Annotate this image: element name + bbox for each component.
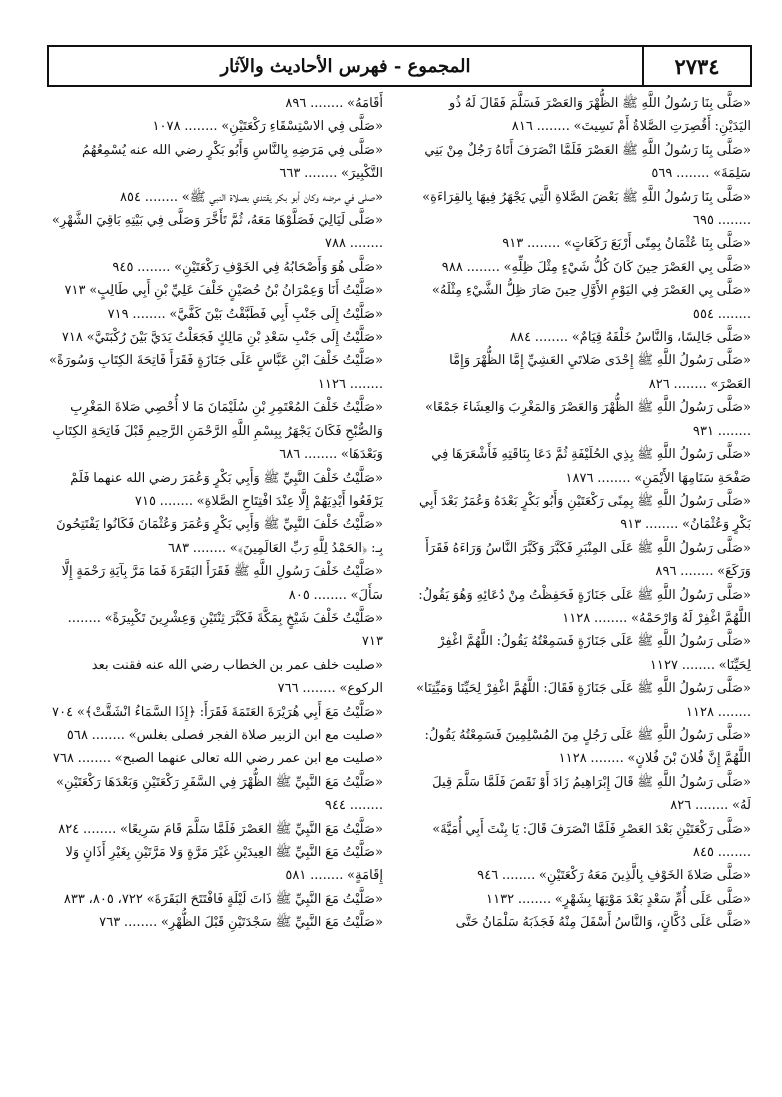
index-entry: «صَلَّيْتُ خَلْفَ ابْنِ عَبَّاسٍ عَلَى جَنَازَةٍ فَقَرَأَ فَاتِحَةَ الكِتَابِ وَسُورَةً» ........ ١١٢٦ [49, 353, 383, 392]
index-entry: «صَلَّى بِنَا رَسُولُ اللَّهِ ﷺ الظُّهْرَ وَالعَصْرَ فَسَلَّمَ فَقَالَ لَهُ ذُو اليَدَيْنِ: أَقُصِرَتِ الصَّلاةُ أَمْ نَسِيتَ» ........ ٨١٦ [449, 96, 751, 135]
index-entry: «صَلَّيْتُ مَعَ النَّبِيِّ ﷺ العَصْرَ فَلَمَّا سَلَّمَ قَامَ سَرِيعًا» ........ ٨٢٤ [58, 821, 383, 837]
index-entry: «صَلَّيْتُ خَلْفَ شَيْخٍ بِمَكَّةَ فَكَبَّرَ ثِنْتَيْنِ وَعِشْرِينَ تَكْبِيرَةً» ........ ٧١٣ [67, 610, 383, 650]
running-title: المجموع - فهرس الأحاديث والآثار [220, 55, 471, 77]
index-entry: «صَلَّى رَسُولُ اللَّهِ ﷺ الظُّهْرَ وَالعَصْرَ وَالمَغْرِبَ وَالعِشَاءَ جَمْعًا» ........ ٩٣١ [425, 400, 751, 439]
index-entry: «صَلَّى رَسُولُ اللَّهِ ﷺ إِحْدَى صَلاتَيِ العَشِيِّ إِمَّا الظُّهْرَ وَإِمَّا العَصْرَ» ........ ٨٢٦ [449, 353, 751, 392]
index-entry: «صَلَّيْتُ مَعَ أَبِي هُرَيْرَةَ العَتَمَةَ فَقَرَأَ: ﴿إِذَا السَّمَاءُ انْشَقَّتْ﴾» ٧٠٤ [52, 704, 383, 720]
index-entry: «صَلَّى فِي الاسْتِسْقَاءِ رَكْعَتَيْنِ» ........ ١٠٧٨ [152, 119, 383, 135]
index-entry: «صَلَّيْتُ خَلْفَ رَسُولِ اللَّهِ ﷺ فَقَرَأَ البَقَرَةَ فَمَا مَرَّ بِآيَةِ رَحْمَةٍ إِلَّا سَأَلَ» ........ ٨٠٥ [61, 564, 383, 603]
index-entry: «صَلَّى عَلَى أُمِّ سَعْدٍ بَعْدَ مَوْتِهَا بِشَهْرٍ» ........ ١١٣٢ [486, 891, 751, 907]
index-entry: «صليت مع ابن الزبير صلاة الفجر فصلى بغلس» ........ ٥٦٨ [66, 727, 383, 743]
right-column [413, 92, 751, 935]
index-entry: «صَلَّى رَسُولُ اللَّهِ ﷺ بِمِنًى رَكْعَتَيْنِ وَأَبُو بَكْرٍ بَعْدَهُ وَعُمَرُ بَعْدَ أَبِي بَكْرٍ وَعُثْمَانُ» ........ ٩١٣ [419, 493, 751, 533]
index-entry: «صَلَّى جَالِسًا، وَالنَّاسُ خَلْفَهُ قِيَامٌ» ........ ٨٨٤ [510, 330, 751, 346]
index-entry: «صَلَّيْتُ مَعَ النَّبِيِّ ﷺ سَجْدَتَيْنِ قَبْلَ الظُّهْرِ» ........ ٧٦٣ [99, 915, 383, 931]
index-entry: «صَلَّى رَسُولُ اللَّهِ ﷺ عَلَى جَنَازَةٍ فَسَمِعْتُهُ يَقُولُ: اللَّهُمَّ اغْفِرْ لِحَيِّنَا» ........ ١١٢٧ [438, 634, 751, 673]
index-entry: «صَلَّى لَيَالِيَ فَصَلَّوْهَا مَعَهُ، ثُمَّ تَأَخَّرَ وَصَلَّى فِي بَيْتِهِ بَاقِيَ الشَّهْرِ» ........ ٧٨٨ [51, 213, 383, 252]
index-entry: «صَلَّيْتُ إِلَى جَنْبِ أَبِي فَطَبَّقْتُ بَيْنَ كَفَّيَّ» ........ ٧١٩ [107, 306, 383, 322]
index-entry: «صَلَّى صَلاةَ الخَوْفِ بِالَّذِينَ مَعَهُ رَكْعَتَيْنِ» ........ ٩٤٦ [477, 868, 751, 884]
index-entry: «صَلَّى رَكْعَتَيْنِ بَعْدَ العَصْرِ فَلَمَّا انْصَرَفَ قَالَ: يَا بِنْتَ أَبِي أُمَيَّةَ» ........ ٨٤٥ [432, 821, 751, 860]
index-entry: «صَلَّيْتُ مَعَ النَّبِيِّ ﷺ الظُّهْرَ فِي السَّفَرِ رَكْعَتَيْنِ وَبَعْدَهَا رَكْعَتَيْنِ» ........ ٩٤٤ [56, 774, 383, 814]
index-entry: «صَلَّيْتُ مَعَ النَّبِيِّ ﷺ ذَاتَ لَيْلَةٍ فَافْتَتَحَ البَقَرَةَ» ٧٢٢، ٨٠٥، ٨٣٣ [63, 891, 383, 907]
index-entry: «صَلَّى رَسُولُ اللَّهِ ﷺ عَلَى المِنْبَرِ فَكَبَّرَ وَكَبَّرَ النَّاسُ وَرَاءَهُ فَقَرَأَ وَرَكَعَ» ........ ٨٩٦ [425, 540, 751, 580]
index-entry: «صَلَّى رَسُولُ اللَّهِ ﷺ عَلَى رَجُلٍ مِنَ المُسْلِمِينَ فَسَمِعْتُهُ يَقُولُ: اللَّهُمَّ إِنَّ فُلانَ بْنَ فُلانٍ» ........ ١١٢٨ [424, 727, 751, 767]
page-number: ٢٧٣٤ [642, 47, 750, 85]
index-entry: «صَلَّى هُوَ وَأَصْحَابُهُ فِي الخَوْفِ رَكْعَتَيْنِ» ........ ٩٤٥ [112, 259, 383, 275]
index-entry: «صَلَّيْتُ إِلَى جَنْبِ سَعْدِ بْنِ مَالِكٍ فَجَعَلْتُ يَدَيَّ بَيْنَ رُكْبَتَيَّ» ٧١٨ [61, 330, 383, 346]
index-entry: «صَلَّى فِي مَرَضِهِ بِالنَّاسِ وَأَبُو بَكْرٍ رضي الله عنه يُسْمِعُهُمُ التَّكْبِيرَ» ........ ٦٦٣ [82, 142, 383, 182]
index-entry: «صَلَّى رَسُولُ اللَّهِ ﷺ بِذِي الحُلَيْفَةِ ثُمَّ دَعَا بِنَاقَتِهِ فَأَشْعَرَهَا فِي صَفْحَةِ سَنَامِهَا الأَيْمَنِ» ........ ١٨٧٦ [431, 447, 751, 486]
left-column [45, 92, 383, 935]
index-entry: «صَلَّى بِنَا عُثْمَانُ بِمِنًى أَرْبَعَ رَكَعَاتٍ» ........ ٩١٣ [502, 236, 751, 252]
index-entry: «صَلَّى بِي العَصْرَ حِينَ كَانَ كُلُّ شَيْءٍ مِثْلَ ظِلِّهِ» ........ ٩٨٨ [441, 259, 751, 275]
index-entry: «صليت مع ابن عمر رضي الله تعالى عنهما الصبح» ........ ٧٦٨ [52, 751, 383, 767]
index-entry: «صَلَّيْتُ خَلْفَ المُعْتَمِرِ بْنِ سُلَيْمَانَ مَا لا أُحْصِي صَلاةَ المَغْرِبِ وَالصُّبْحِ فَكَانَ يَجْهَرُ بِبِسْمِ اللَّهِ الرَّحْمَنِ الرَّحِيمِ قَبْلَ فَاتِحَةِ الكِتَابِ وَبَعْدَهَا» ........ ٦٨٦ [52, 400, 383, 463]
index-entry: «صَلَّيْتُ خَلْفَ النَّبِيِّ ﷺ وَأَبِي بَكْرٍ وَعُمَرَ رضي الله عنهما فَلَمْ يَرْفَعُوا أَيْدِيَهُمْ إِلَّا عِنْدَ افْتِتَاحِ الصَّلاةِ» ........ ٧١٥ [70, 470, 383, 509]
index-entry: «صَلَّى بِنَا رَسُولُ اللَّهِ ﷺ بَعْضَ الصَّلاةِ الَّتِي يَجْهَرُ فِيهَا بِالقِرَاءَةِ» ........ ٦٩٥ [422, 189, 751, 229]
page-header [47, 45, 752, 87]
index-entry: «صَلَّى رَسُولُ اللَّهِ ﷺ عَلَى جَنَازَةٍ فَحَفِظْتُ مِنْ دُعَائِهِ وَهُوَ يَقُولُ: اللَّهُمَّ اغْفِرْ لَهُ وَارْحَمْهُ» ........ ١١٢٨ [418, 587, 751, 626]
index-entry: «صَلَّى بِنَا رَسُولُ اللَّهِ ﷺ العَصْرَ فَلَمَّا انْصَرَفَ أَتَاهُ رَجُلٌ مِنْ بَنِي سَلِمَةَ» ........ ٥٦٩ [424, 142, 751, 182]
index-entry: «صَلَّيْتُ خَلْفَ النَّبِيِّ ﷺ وَأَبِي بَكْرٍ وَعُمَرَ وَعُثْمَانَ فَكَانُوا يَفْتَتِحُونَ بِـ: ﴿الحَمْدُ لِلَّهِ رَبِّ العَالَمِينَ﴾» ........ ٦٨٣ [56, 517, 383, 556]
index-entry: «صلى في مرضه وكان أبو بكر يقتدي بصلاة النبي ﷺ» ........ ٨٥٤ [119, 189, 383, 205]
index-entry: «صَلَّى رَسُولُ اللَّهِ ﷺ عَلَى جَنَازَةٍ فَقَالَ: اللَّهُمَّ اغْفِرْ لِحَيِّنَا وَمَيِّتِنَا» ........ ١١٢٨ [415, 681, 751, 720]
index-entry: «صَلَّى عَلَى دُكَّانٍ، وَالنَّاسُ أَسْفَلَ مِنْهُ فَجَذَبَهُ سَلْمَانُ حَتَّى [455, 915, 751, 931]
index-entry: «صَلَّى رَسُولُ اللَّهِ ﷺ قَالَ إِبْرَاهِيمُ زَادَ أَوْ نَقَصَ فَلَمَّا سَلَّمَ قِيلَ لَهُ» ........ ٨٢٦ [432, 774, 751, 814]
index-entry: «صَلَّيْتُ مَعَ النَّبِيِّ ﷺ العِيدَيْنِ غَيْرَ مَرَّةٍ وَلا مَرَّتَيْنِ بِغَيْرِ أَذَانٍ وَلا إِقَامَةٍ» ........ ٥٨١ [65, 845, 383, 884]
index-entry: أَقَامَهُ» ........ ٨٩٦ [285, 96, 383, 111]
index-entry: «صَلَّيْتُ أَنَا وَعِمْرَانُ بْنُ حُصَيْنٍ خَلْفَ عَلِيِّ بْنِ أَبِي طَالِبٍ» ٧١٣ [64, 283, 383, 299]
index-entry: «صَلَّى بِي العَصْرَ فِي اليَوْمِ الأَوَّلِ حِينَ صَارَ ظِلُّ الشَّيْءِ مِثْلَهُ» ........ ٥٥٤ [431, 283, 751, 322]
index-entry: «صليت خلف عمر بن الخطاب رضي الله عنه فقنت بعد الركوع» ........ ٧٦٦ [91, 657, 383, 697]
